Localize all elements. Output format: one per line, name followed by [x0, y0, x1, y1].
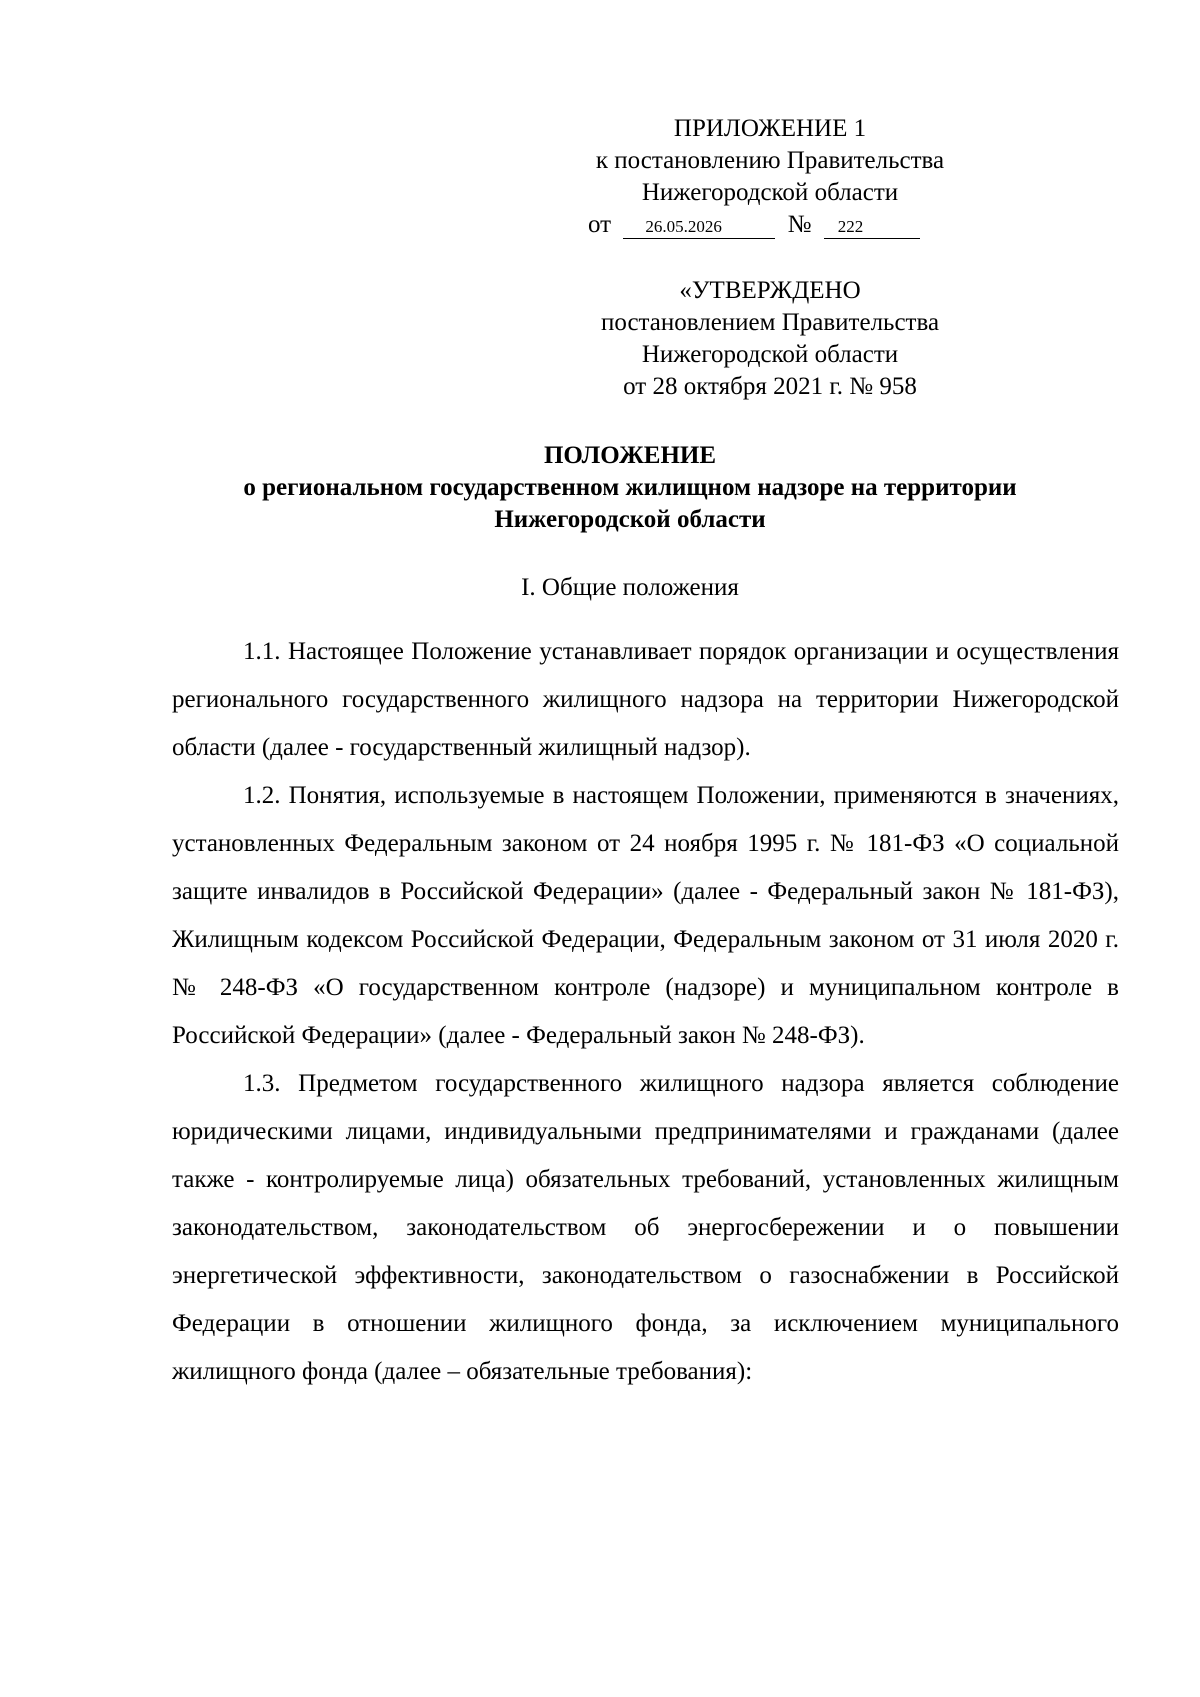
appendix-date-row [560, 209, 980, 241]
approval-stamp [560, 275, 980, 403]
appendix-reference: к постановлению Правительства [595, 147, 945, 174]
approved-date: от 28 октября 2021 г. № 958 [623, 373, 917, 400]
approved-region: Нижегородской области [641, 341, 899, 368]
from-label: от [588, 211, 612, 238]
title-subject: о региональном государственном жилищном надзоре на территории [243, 474, 1017, 501]
approved-by: постановлением Правительства [600, 309, 940, 336]
paragraph-1-1: 1.1. Настоящее Положение устанавливает порядок организации и осуществления регионального государственного жилищного надзора на территории Нижегородской области (далее - государственный жилищный надзор). [172, 638, 1119, 761]
number-label: № [787, 211, 812, 238]
appendix-header [560, 113, 980, 241]
title-main: ПОЛОЖЕНИЕ [543, 442, 717, 469]
paragraph-1-3: 1.3. Предметом государственного жилищного надзора является соблюдение юридическими лицами, индивидуальными предпринимателями и гражданами (далее также - контролируемые лица) обязательных требований, установленных жилищным законодательством, законодательством об энергосбережении и о повышении энергетической эффективности, законодательством о газоснабжении в Российской Федерации в отношении жилищного фонда, за исключением муниципального жилищного фонда (далее – обязательные требования): [172, 1070, 1119, 1385]
approved-title: «УТВЕРЖДЕНО [679, 277, 861, 304]
appendix-region: Нижегородской области [641, 179, 899, 206]
appendix-title: ПРИЛОЖЕНИЕ 1 [673, 115, 867, 142]
appendix-date: 26.05.2026 [623, 216, 775, 239]
paragraph-1-2: 1.2. Понятия, используемые в настоящем Положении, применяются в значениях, установленных Федеральным законом от 24 ноября 1995 г. № 181-ФЗ «О социальной защите инвалидов в Российской Федерации» (далее - Федеральный закон № 181-ФЗ), Жилищным кодексом Российской Федерации, Федеральным законом от 31 июля 2020 г. № 248-ФЗ «О государственном контроле (надзоре) и муниципальном контроле в Российской Федерации» (далее - Федеральный закон № 248-ФЗ). [172, 782, 1119, 1049]
title-region: Нижегородской области [494, 506, 766, 533]
appendix-number: 222 [824, 216, 920, 239]
document-body [172, 628, 1119, 1396]
document-title [170, 440, 1090, 536]
section-heading: I. Общие положения [521, 574, 739, 601]
